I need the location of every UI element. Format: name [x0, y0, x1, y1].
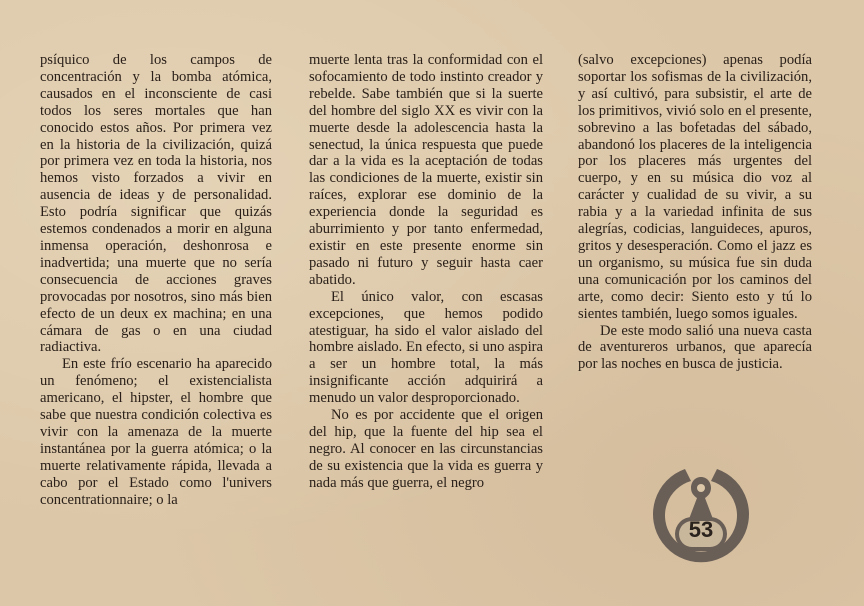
paragraph: (salvo excepciones) apenas podía soportar los sofismas de la civilización, y así cultivó, para subsistir, el arte de los primitivos, vivió solo en el presente, sobrevino a las bofetadas del sábado, abandonó los placeres de la inteligencia por los placeres más urgentes del cuerpo, y en su música dio voz al carácter y cualidad de su vivir, a su rabia y a la variedad infinita de sus alegrías, codicias, languideces, apuros, gritos y desesperación. Como el jazz es un organismo, su música fue sin duda una comunicación por los caminos del arte, como decir: Siento esto y tú lo sientes también, luego somos iguales.: [578, 52, 812, 322]
lock-badge-icon: [645, 459, 757, 571]
text-column-3: [578, 52, 812, 373]
paragraph: De este modo salió una nueva casta de aventureros urbanos, que aparecía por las noches en busca de justicia.: [578, 322, 812, 373]
paragraph: muerte lenta tras la conformidad con el sofocamiento de todo instinto creador y rebelde. Sabe también que si la suerte del hombre del siglo XX es vivir con la muerte desde la adolescencia hasta la senectud, la única respuesta que puede dar a la vida es la aceptación de todas las condiciones de la muerte, existir sin raíces, explorar ese dominio de la experiencia donde la seguridad es aburrimiento y por tanto enfermedad, existir en este presente enorme sin pasado ni futuro y seguir hasta caer abatido.: [309, 52, 543, 288]
page-number-badge: [645, 459, 757, 571]
text-column-1: [40, 52, 272, 508]
text-column-2: [309, 52, 543, 492]
paragraph: No es por accidente que el origen del hip, que la fuente del hip sea el negro. Al conocer en las circunstancias de su existencia que la vida es guerra y nada más que guerra, el negro: [309, 407, 543, 491]
page-number: 53: [688, 517, 714, 542]
paragraph: En este frío escenario ha aparecido un fenómeno; el existencialista americano, el hipster, el hombre que sabe que nuestra condición colectiva es vivir con la amenaza de la muerte instantánea por la guerra atómica; o la muerte relativamente rápida, llevada a cabo por el Estado como l'univers concentrationnaire; o la: [40, 356, 272, 508]
paragraph: El único valor, con escasas excepciones, que hemos podido atestiguar, ha sido el valor aislado del hombre aislado. En efecto, si uno aspira a ser un hombre total, la más insignificante acción adquirirá a menudo un valor desproporcionado.: [309, 288, 543, 407]
paragraph: psíquico de los campos de concentración y la bomba atómica, causados en el inconsciente de casi todos los seres mortales que han conocido estos años. Por primera vez en la historia de la civilización, quizá por primera vez en toda la historia, nos hemos visto forzados a vivir en ausencia de ideas y de personalidad. Esto podría significar que quizás estemos condenados a morir en alguna inmensa operación, deshonrosa e inadvertida; una muerte que no sería consecuencia de acciones graves provocadas por nosotros, sino más bien efecto de un deux ex machina; en una cámara de gas o en una ciudad radiactiva.: [40, 52, 272, 356]
